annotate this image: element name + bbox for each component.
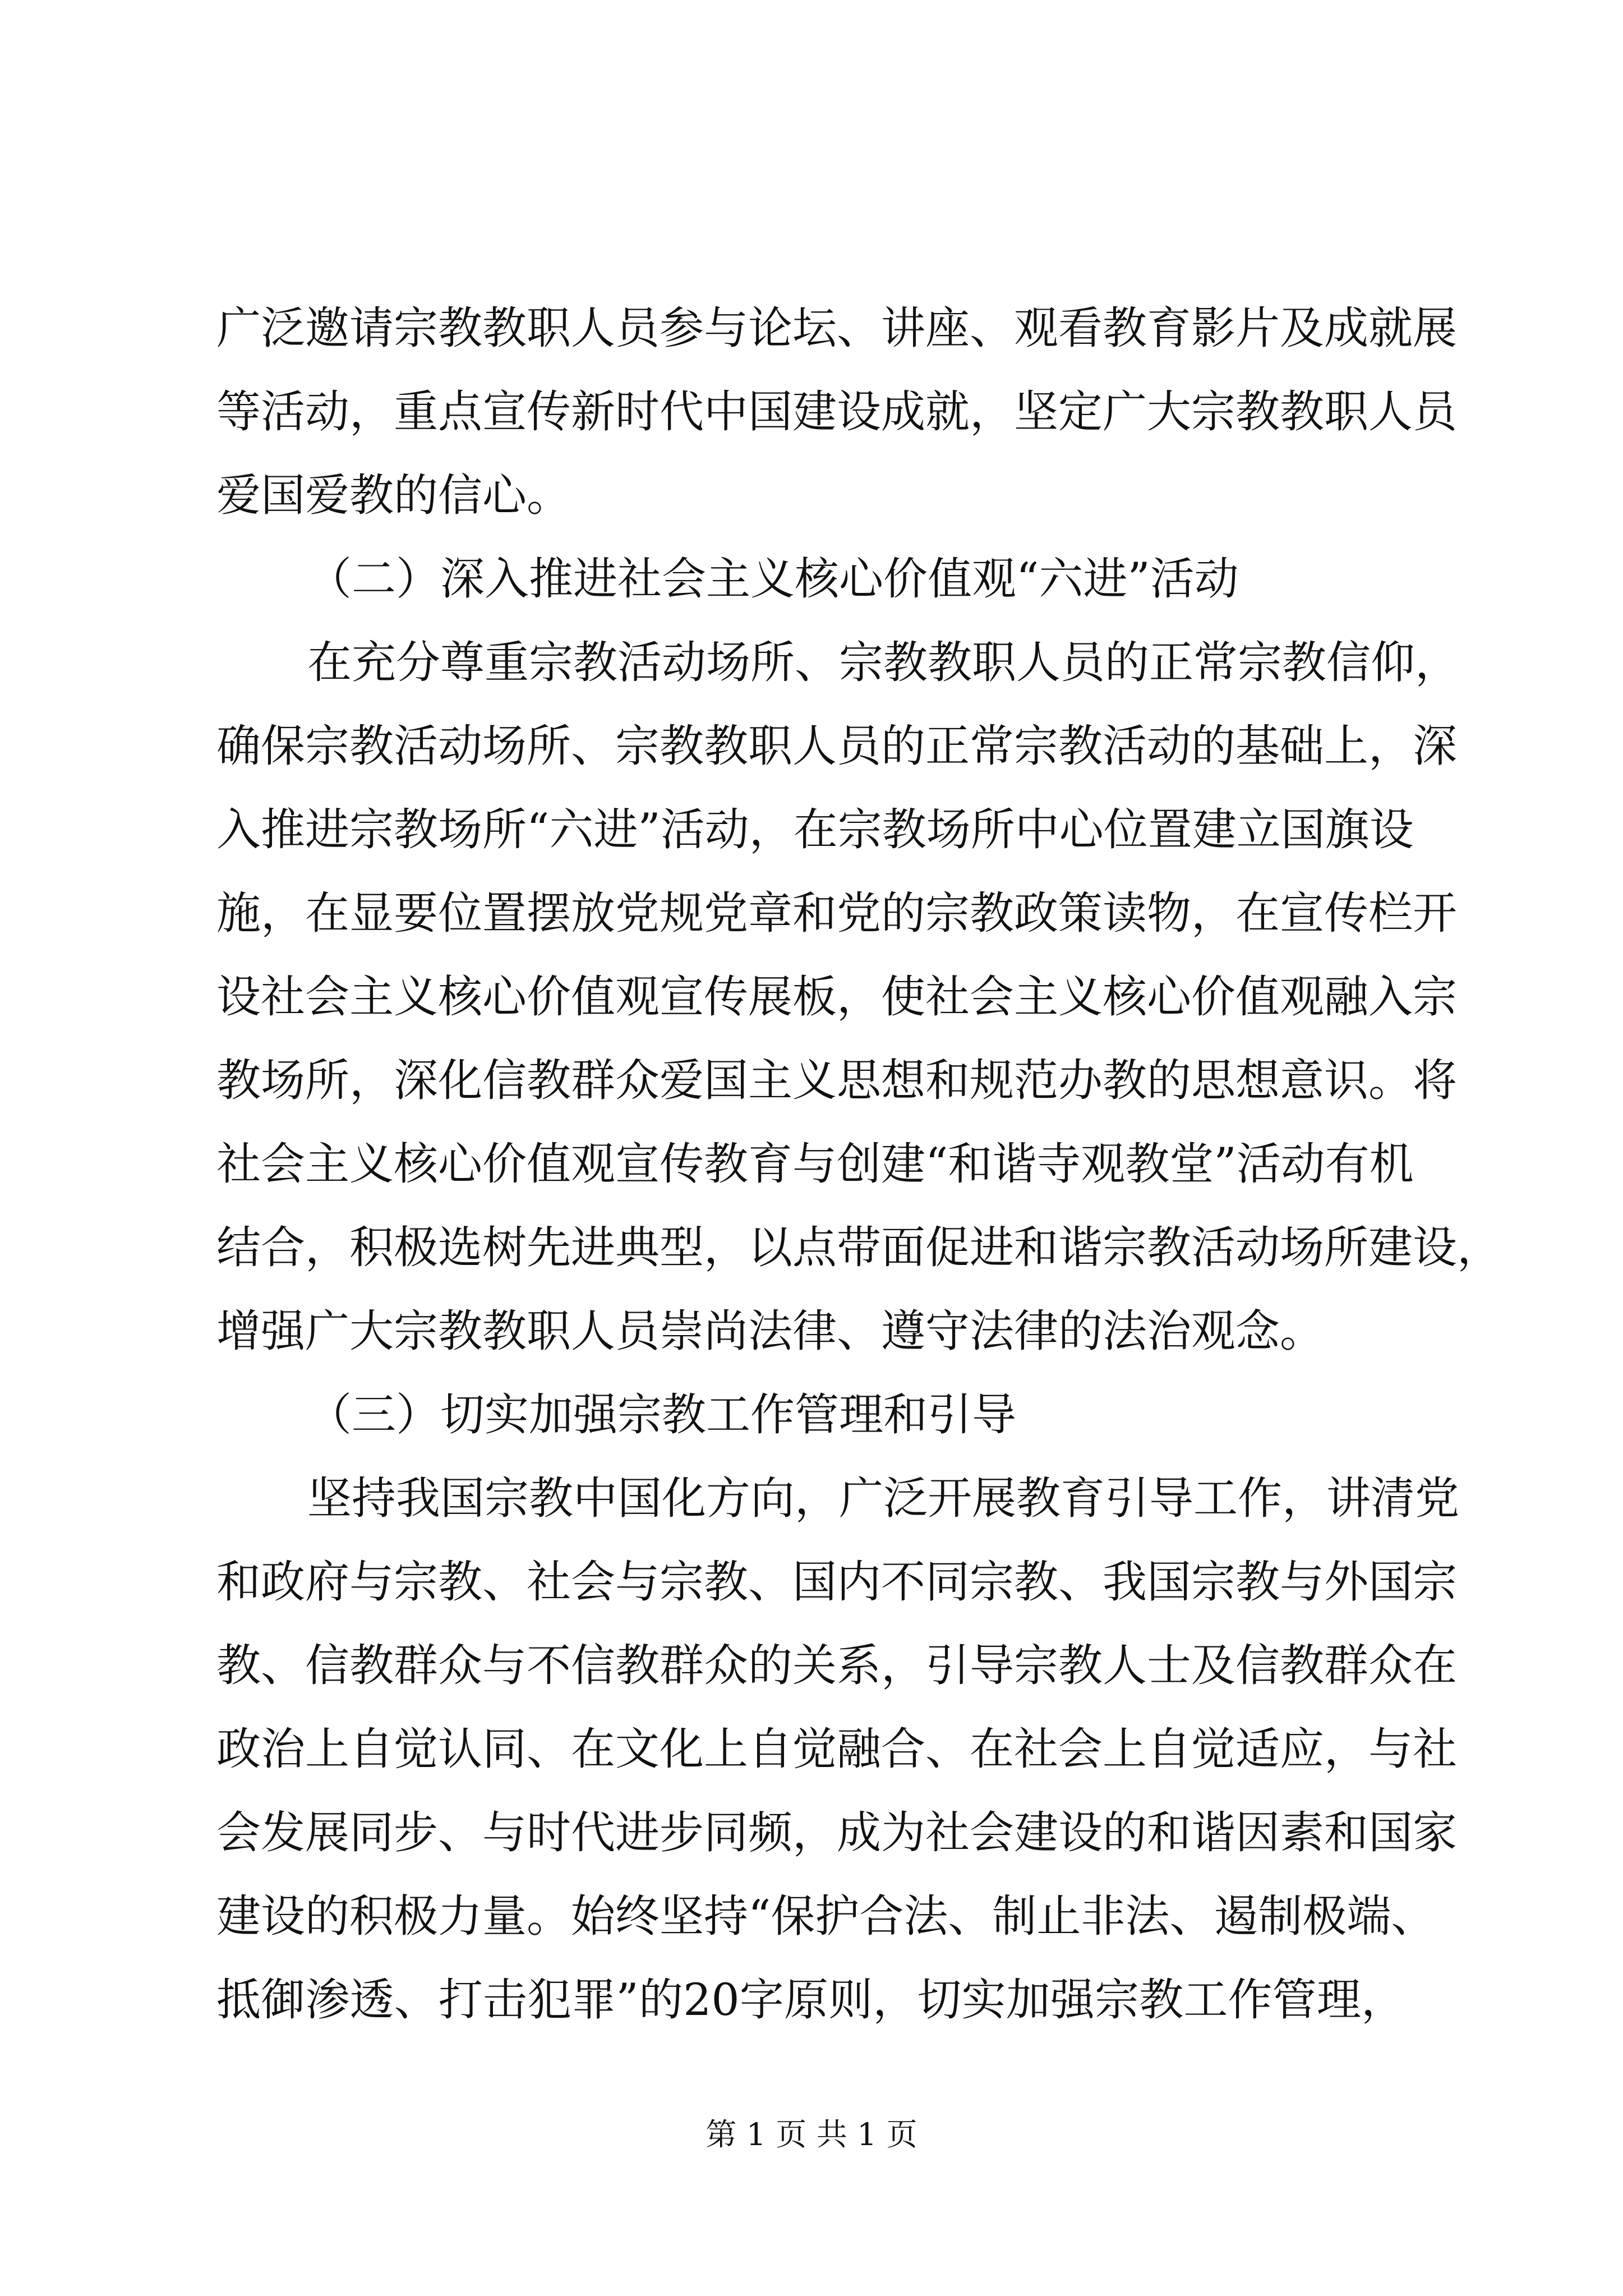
text-line: 确保宗教活动场所、宗教教职人员的正常宗教活动的基础上，深 (216, 720, 1457, 772)
text-line: 入推进宗教场所“六进”活动，在宗教场所中心位置建立国旗设 (216, 804, 1414, 855)
text-line: 会发展同步、与时代进步同频，成为社会建设的和谐因素和国家 (216, 1807, 1457, 1858)
text-line: 抵御渗透、打击犯罪”的20字原则，切实加强宗教工作管理， (216, 1974, 1405, 2026)
section-heading: （二）深入推进社会主义核心价值观“六进”活动 (307, 553, 1239, 605)
text-line: 结合，积极选树先进典型，以点带面促进和谐宗教活动场所建设， (216, 1222, 1501, 1273)
text-line: 坚持我国宗教中国化方向，广泛开展教育引导工作，讲清党 (307, 1473, 1459, 1524)
page-footer: 第 1 页 共 1 页 (706, 2116, 917, 2152)
text-line: 广泛邀请宗教教职人员参与论坛、讲座、观看教育影片及成就展 (216, 302, 1457, 354)
text-line: 在充分尊重宗教活动场所、宗教教职人员的正常宗教信仰， (307, 637, 1459, 688)
text-line: 施，在显要位置摆放党规党章和党的宗教政策读物，在宣传栏开 (216, 887, 1457, 939)
text-line: 和政府与宗教、社会与宗教、国内不同宗教、我国宗教与外国宗 (216, 1556, 1457, 1608)
text-line: 设社会主义核心价值观宣传展板，使社会主义核心价值观融入宗 (216, 971, 1457, 1023)
text-line: 增强广大宗教教职人员崇尚法律、遵守法律的法治观念。 (216, 1305, 1324, 1357)
text-line: 社会主义核心价值观宣传教育与创建“和谐寺观教堂”活动有机 (216, 1138, 1414, 1190)
text-line: 等活动，重点宣传新时代中国建设成就，坚定广大宗教教职人员 (216, 386, 1457, 438)
text-line: 政治上自觉认同、在文化上自觉融合、在社会上自觉适应，与社 (216, 1723, 1457, 1775)
text-line: 爱国爱教的信心。 (216, 470, 571, 521)
text-line: 建设的积极力量。始终坚持“保护合法、制止非法、遏制极端、 (216, 1890, 1436, 1942)
section-heading: （三）切实加强宗教工作管理和引导 (307, 1389, 1016, 1441)
text-line: 教场所，深化信教群众爱国主义思想和规范办教的思想意识。将 (216, 1055, 1457, 1106)
text-line: 教、信教群众与不信教群众的关系，引导宗教人士及信教群众在 (216, 1640, 1457, 1691)
